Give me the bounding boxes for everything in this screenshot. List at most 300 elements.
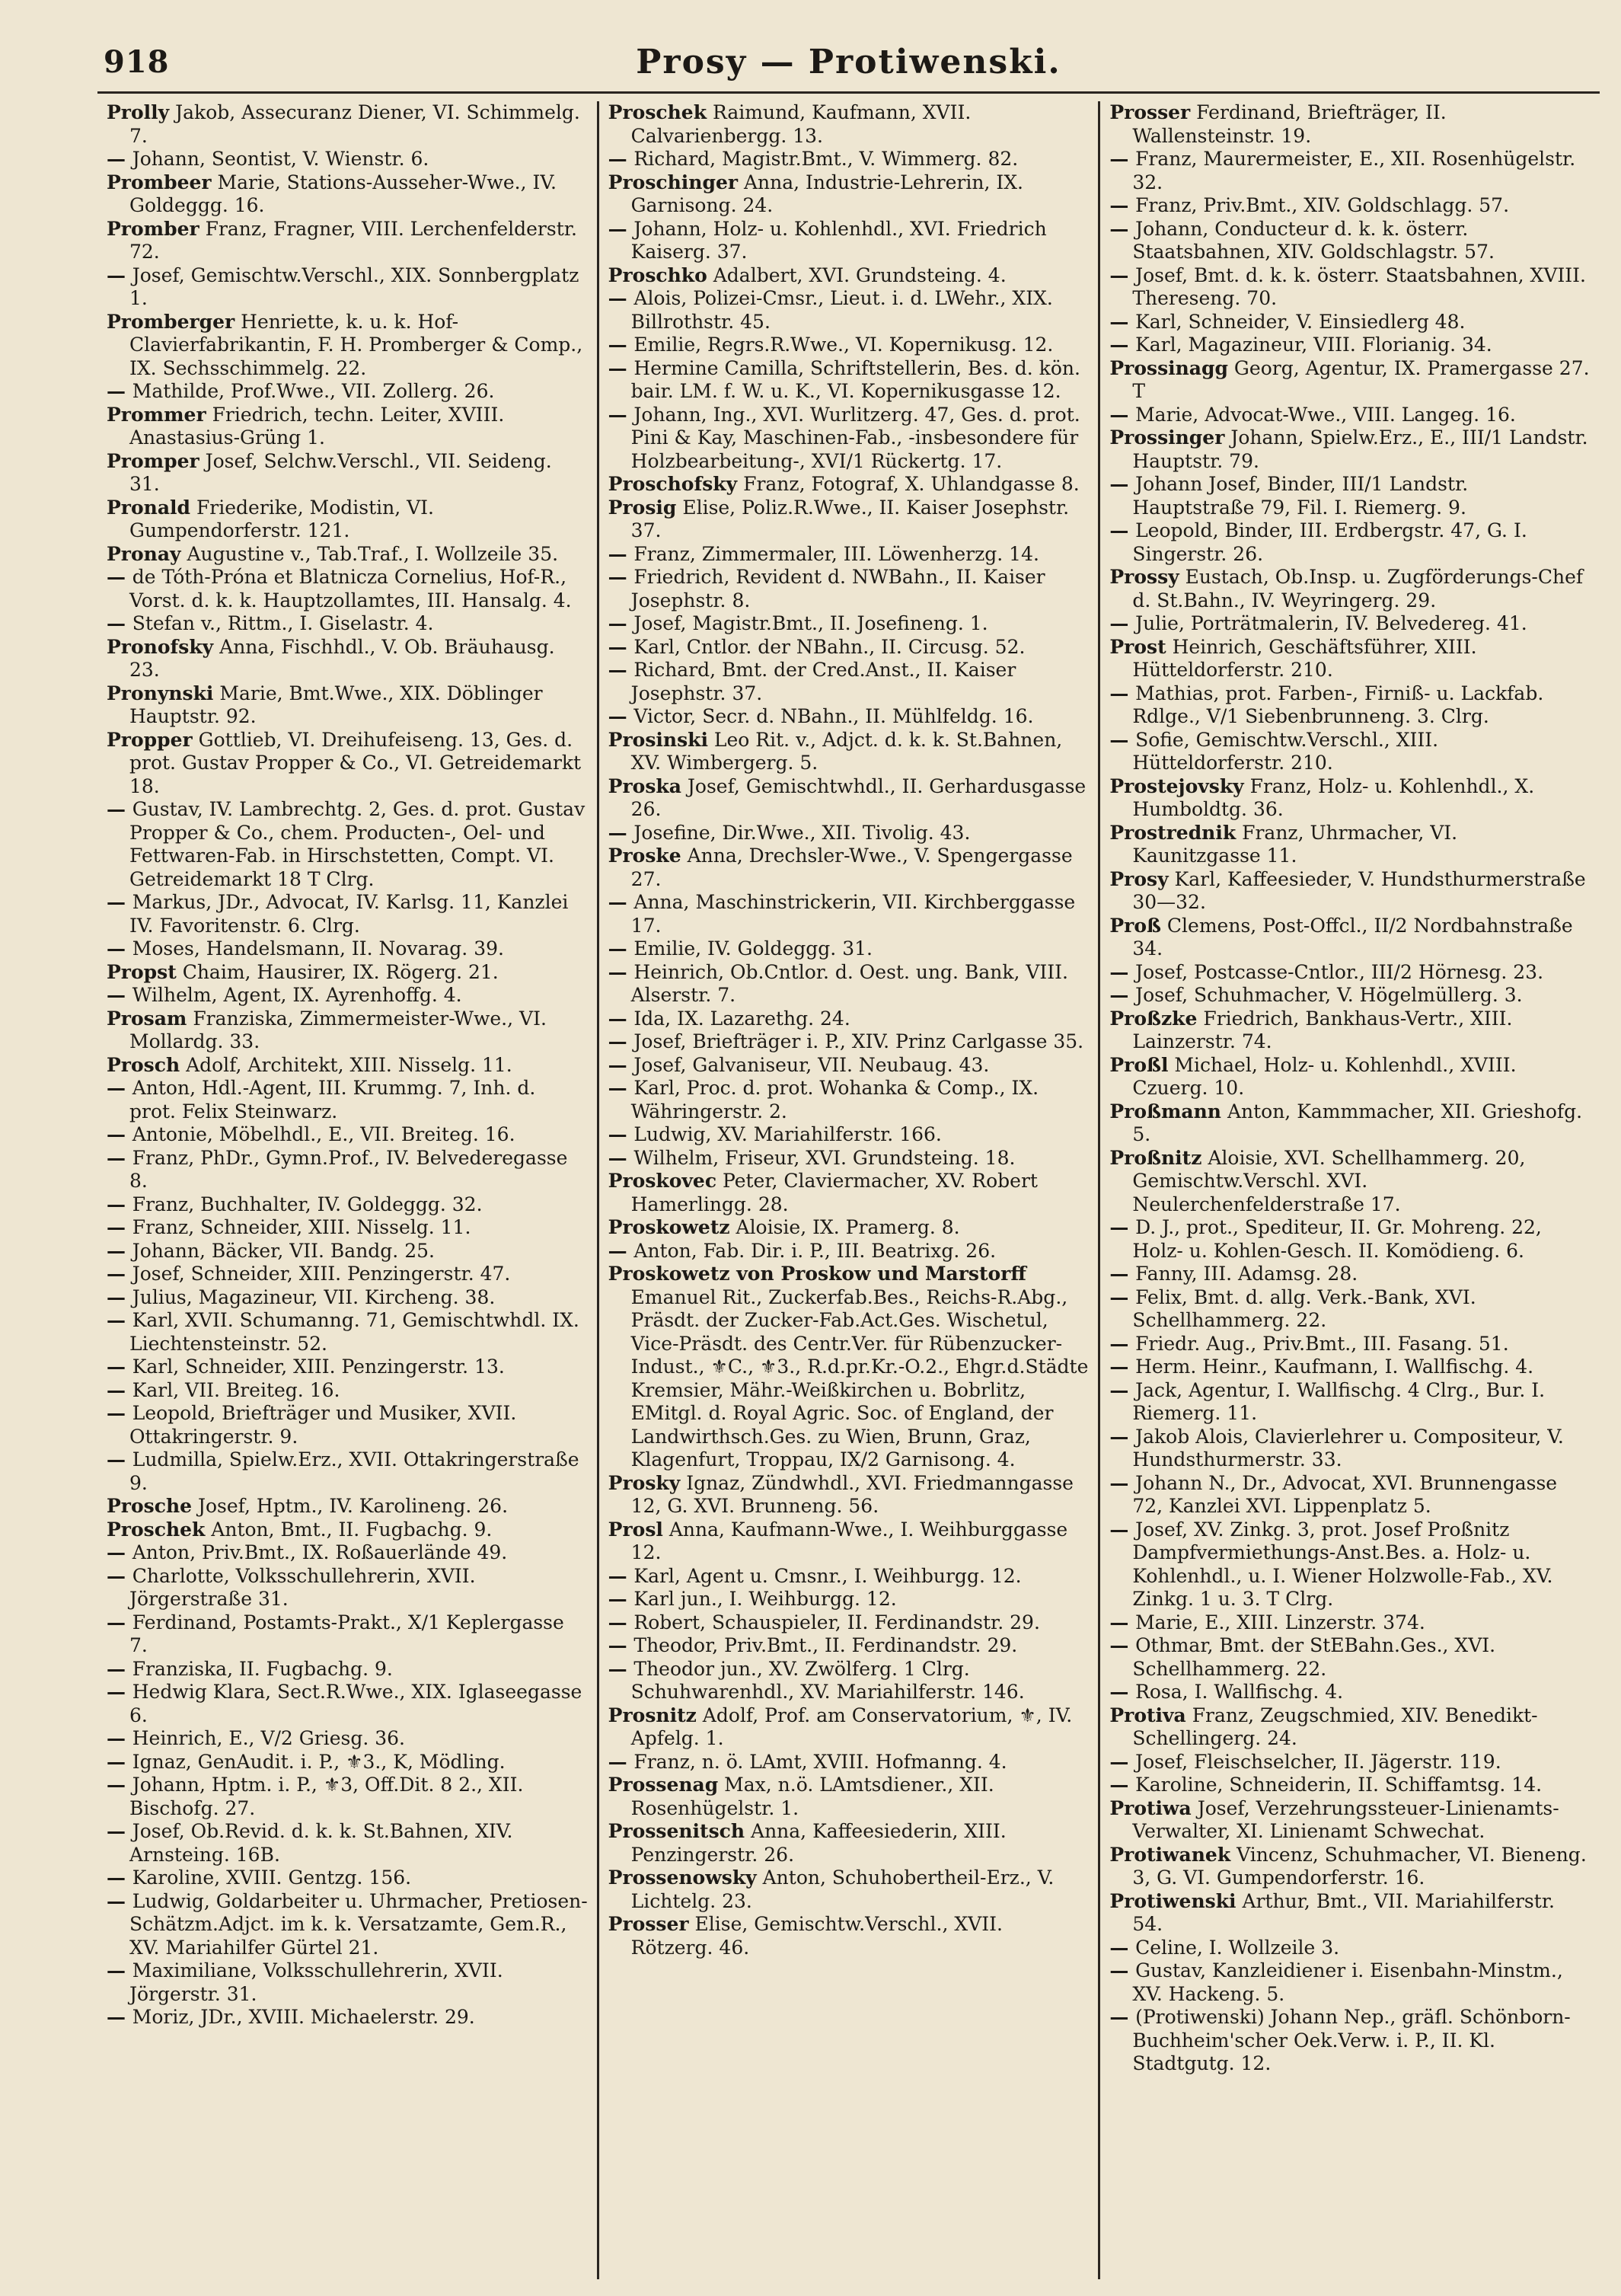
entry-name: Proske: [608, 845, 681, 867]
directory-entry: [608, 101, 1090, 148]
entry-name: —: [107, 1263, 132, 1285]
entry-name: Prossinger: [1109, 426, 1225, 449]
entry-name: Pronynski: [107, 682, 214, 704]
entry-name: —: [1109, 1634, 1136, 1656]
directory-entry: [107, 450, 588, 497]
entry-text: Friedrich, techn. Leiter, XVIII. Anastasius-Grüng 1.: [129, 403, 505, 449]
entry-name: Proskowetz von Proskow und Marstorff: [608, 1263, 1026, 1285]
directory-entry: [1109, 682, 1591, 729]
entry-text: Markus, JDr., Advocat, IV. Karlsg. 11, Kanzlei IV. Favoritenstr. 6. Clrg.: [129, 891, 569, 937]
entry-text: Franziska, II. Fugbachg. 9.: [132, 1657, 393, 1680]
entry-name: —: [608, 1077, 634, 1099]
entry-name: Proßnitz: [1109, 1146, 1202, 1169]
entry-name: —: [107, 1402, 132, 1424]
entry-name: Propper: [107, 728, 193, 751]
directory-entry: [608, 334, 1090, 357]
entry-name: —: [107, 1727, 132, 1749]
directory-entry: [107, 1820, 588, 1866]
entry-name: —: [1109, 2006, 1136, 2028]
directory-entry: [1109, 961, 1591, 985]
entry-name: Prosig: [608, 496, 677, 519]
entry-text: Leopold, Briefträger und Musiker, XVII. Ottakringerstr. 9.: [129, 1402, 517, 1448]
directory-entry: [608, 1170, 1090, 1216]
entry-name: —: [608, 1611, 634, 1633]
entry-name: —: [608, 705, 634, 727]
directory-entry: [608, 1518, 1090, 1565]
entry-text: Josef, XV. Zinkg. 3, prot. Josef Proßnitz Dampfvermiethungs-Anst.Bes. a. Holz- u. Kohlenhdl., u. I. Wiener Holzwolle-Fab., XV. Zinkg. 1 u. 3. T Clrg.: [1132, 1518, 1553, 1610]
entry-text: Josef, Galvaniseur, VII. Neubaug. 43.: [633, 1053, 990, 1076]
directory-entry: [1109, 1426, 1591, 1472]
entry-name: —: [107, 148, 132, 170]
directory-entry: [107, 729, 588, 799]
entry-name: Prossenitsch: [608, 1820, 745, 1842]
directory-entry: [107, 891, 588, 937]
entry-text: Max, n.ö. LAmtsdiener., XII. Rosenhügelstr. 1.: [630, 1774, 994, 1819]
directory-entry: [608, 729, 1090, 775]
directory-entry: [107, 1727, 588, 1751]
entry-text: Eustach, Ob.Insp. u. Zugförderungs-Chef d. St.Bahn., IV. Weyringerg. 29.: [1132, 566, 1584, 612]
entry-name: —: [107, 1285, 132, 1308]
entry-text: Theodor jun., XV. Zwölferg. 1 Clrg. Schuhwarenhdl., XV. Mariahilferstr. 146.: [630, 1657, 1025, 1703]
entry-name: —: [608, 1634, 634, 1656]
entry-name: —: [1109, 194, 1136, 216]
entry-name: —: [107, 380, 132, 402]
entry-name: —: [1109, 682, 1136, 704]
entry-name: —: [1109, 1378, 1136, 1401]
entry-text: Peter, Claviermacher, XV. Robert Hamerlingg. 28.: [630, 1170, 1038, 1215]
entry-name: —: [107, 1889, 132, 1912]
entry-name: Pronay: [107, 542, 181, 565]
entry-text: Jack, Agentur, I. Wallfischg. 4 Clrg., Bur. I. Riemerg. 11.: [1132, 1378, 1546, 1424]
entry-text: Jakob, Assecuranz Diener, VI. Schimmelg. 7.: [129, 101, 580, 147]
directory-entry: [107, 1890, 588, 1960]
entry-text: Leopold, Binder, III. Erdbergstr. 47, G. I. Singerstr. 26.: [1132, 519, 1527, 565]
entry-name: Proschofsky: [608, 473, 738, 495]
entry-name: —: [608, 635, 634, 658]
directory-entry: [1109, 1797, 1591, 1844]
entry-name: —: [1109, 1936, 1136, 1959]
directory-entry: [107, 566, 588, 612]
entry-text: Hermine Camilla, Schriftstellerin, Bes. d. kön. bair. LM. f. W. u. K., VI. Kopernikusgasse 12.: [630, 356, 1080, 402]
entry-name: Prosser: [1109, 101, 1191, 123]
directory-entry: [1109, 612, 1591, 636]
entry-text: Karl, VII. Breiteg. 16.: [132, 1378, 340, 1401]
entry-text: Emilie, Regrs.R.Wwe., VI. Kopernikusg. 12.: [633, 334, 1054, 356]
entry-name: —: [107, 1564, 132, 1587]
entry-name: Proska: [608, 774, 681, 797]
entry-name: —: [1109, 1216, 1136, 1238]
entry-text: Chaim, Hausirer, IX. Rögerg. 21.: [176, 960, 499, 983]
entry-name: —: [1109, 1750, 1136, 1773]
directory-entry: [608, 1077, 1090, 1123]
entry-text: Elise, Poliz.R.Wwe., II. Kaiser Josephstr. 37.: [630, 496, 1070, 541]
entry-text: Josef, Schneider, XIII. Penzingerstr. 47.: [132, 1263, 511, 1285]
entry-text: Karl, Agent u. Cmsnr., I. Weihburgg. 12.: [633, 1564, 1022, 1587]
entry-name: —: [1109, 403, 1136, 426]
entry-name: Prosky: [608, 1471, 681, 1494]
entry-name: Proskovec: [608, 1170, 717, 1192]
directory-entry: [1109, 264, 1591, 311]
entry-text: Marie, Stations-Ausseher-Wwe., IV. Goldeggg. 16.: [129, 171, 557, 216]
directory-entry: [107, 1611, 588, 1658]
entry-name: —: [1109, 984, 1136, 1006]
directory-entry: [1109, 148, 1591, 194]
entry-text: Maximiliane, Volksschullehrerin, XVII. Jörgerstr. 31.: [129, 1959, 503, 2005]
entry-text: Anna, Fischhdl., V. Ob. Bräuhausg. 23.: [129, 635, 555, 681]
entry-text: Franz, Uhrmacher, VI. Kaunitzgasse 11.: [1132, 821, 1458, 867]
entry-text: Mathilde, Prof.Wwe., VII. Zollerg. 26.: [132, 380, 495, 402]
entry-text: Karl, XVII. Schumanng. 71, Gemischtwhdl. IX. Liechtensteinstr. 52.: [129, 1309, 579, 1355]
entry-text: Richard, Magistr.Bmt., V. Wimmerg. 82.: [633, 148, 1019, 170]
directory-entry: [107, 148, 588, 171]
entry-text: Johann Josef, Binder, III/1 Landstr. Hauptstraße 79, Fil. I. Riemerg. 9.: [1132, 473, 1469, 519]
entry-text: Josef, Schuhmacher, V. Högelmüllerg. 3.: [1135, 984, 1523, 1006]
directory-entry: [608, 264, 1090, 288]
entry-text: Georg, Agentur, IX. Pramergasse 27. T: [1132, 356, 1590, 402]
directory-entry: [107, 1681, 588, 1727]
directory-entry: [608, 891, 1090, 937]
directory-entry: [608, 1030, 1090, 1054]
entry-text: Johann, Seontist, V. Wienstr. 6.: [132, 148, 429, 170]
directory-entry: [1109, 822, 1591, 868]
directory-entry: [107, 1751, 588, 1774]
directory-entry: [608, 1704, 1090, 1751]
entry-text: Rosa, I. Wallfischg. 4.: [1135, 1681, 1344, 1703]
entry-text: Josef, Ob.Revid. d. k. k. St.Bahnen, XIV. Arnsteing. 16B.: [129, 1820, 513, 1866]
directory-entry: [608, 543, 1090, 567]
entry-text: Franz, Holz- u. Kohlenhdl., X. Humboldtg. 36.: [1132, 774, 1535, 820]
directory-entry: [1109, 636, 1591, 682]
entry-text: Josef, Hptm., IV. Karolineng. 26.: [192, 1495, 509, 1517]
directory-entry: [107, 218, 588, 264]
directory-entry: [107, 636, 588, 682]
directory-entry: [1109, 729, 1591, 775]
entry-text: Johann, Hptm. i. P., ⚜3, Off.Dit. 8 2., XII. Bischofg. 27.: [129, 1774, 524, 1819]
entry-text: Franz, Maurermeister, E., XII. Rosenhügelstr. 32.: [1132, 148, 1576, 193]
entry-name: —: [608, 1239, 634, 1262]
entry-name: Prost: [1109, 635, 1166, 658]
entry-text: Josef, Magistr.Bmt., II. Josefineng. 1.: [633, 612, 988, 634]
directory-entry: [608, 961, 1090, 1007]
entry-name: Protiwenski: [1109, 1889, 1236, 1912]
entry-text: Anna, Kaffeesiederin, XIII. Penzingerstr. 26.: [630, 1820, 1007, 1866]
directory-entry: [1109, 334, 1591, 357]
entry-text: Karl, Proc. d. prot. Wohanka & Comp., IX. Währingerstr. 2.: [630, 1077, 1039, 1122]
entry-name: Prostrednik: [1109, 821, 1236, 844]
entry-name: —: [107, 937, 132, 960]
directory-entry: [608, 497, 1090, 543]
entry-name: —: [107, 1959, 132, 1981]
directory-entry: [107, 264, 588, 311]
entry-text: Johann N., Dr., Advocat, XVI. Brunnengasse 72, Kanzlei XVI. Lippenplatz 5.: [1132, 1471, 1558, 1517]
entry-name: Prossy: [1109, 566, 1179, 588]
entry-name: —: [1109, 1518, 1136, 1541]
directory-entry: [1109, 357, 1591, 404]
entry-name: —: [608, 334, 634, 356]
entry-name: —: [608, 960, 634, 983]
entry-text: Raimund, Kaufmann, XVII. Calvarienbergg. 13.: [630, 101, 972, 147]
directory-entry: [608, 612, 1090, 636]
entry-text: Karl, Cntlor. der NBahn., II. Circusg. 52.: [633, 635, 1026, 658]
entry-text: Aloisie, IX. Pramerg. 8.: [729, 1216, 960, 1238]
directory-entry: [107, 1123, 588, 1147]
entry-name: —: [608, 937, 634, 960]
entry-name: Prosl: [608, 1518, 663, 1541]
directory-entry: [1109, 1286, 1591, 1333]
entry-text: Johann, Conducteur d. k. k. österr. Staatsbahnen, XIV. Goldschlagstr. 57.: [1132, 217, 1495, 263]
entry-name: —: [1109, 1681, 1136, 1703]
entry-name: —: [1109, 612, 1136, 634]
entry-name: —: [608, 891, 634, 913]
directory-entry: [107, 1402, 588, 1448]
directory-entry: [608, 1123, 1090, 1147]
entry-text: Ludwig, Goldarbeiter u. Uhrmacher, Pretiosen-Schätzm.Adjct. im k. k. Versatzamte, Gem.R., XV. Mariahilfer Gürtel 21.: [129, 1889, 588, 1959]
entry-text: Anton, Priv.Bmt., IX. Roßauerlände 49.: [132, 1541, 508, 1563]
directory-entry: [107, 1077, 588, 1123]
entry-text: Celine, I. Wollzeile 3.: [1135, 1936, 1340, 1959]
entry-text: Robert, Schauspieler, II. Ferdinandstr. 29.: [633, 1611, 1040, 1633]
entry-name: Prosy: [1109, 867, 1169, 890]
entry-text: Michael, Holz- u. Kohlenhdl., XVIII. Czuerg. 10.: [1132, 1053, 1517, 1099]
entry-text: Anton, Bmt., II. Fugbachg. 9.: [205, 1518, 493, 1541]
entry-name: Pronofsky: [107, 635, 214, 658]
directory-entry: [107, 1147, 588, 1193]
entry-text: Theodor, Priv.Bmt., II. Ferdinandstr. 29.: [633, 1634, 1018, 1656]
directory-entry: [107, 380, 588, 404]
entry-name: —: [107, 1146, 132, 1169]
directory-entry: [107, 101, 588, 148]
entry-text: Alois, Polizei-Cmsr., Lieut. i. d. LWehr., XIX. Billrothstr. 45.: [630, 287, 1053, 333]
directory-entry: [107, 612, 588, 636]
columns-container: [97, 101, 1600, 2279]
entry-name: —: [107, 1611, 132, 1633]
entry-name: —: [107, 798, 132, 820]
directory-entry: [1109, 1518, 1591, 1611]
directory-entry: [107, 311, 588, 381]
entry-text: Anna, Drechsler-Wwe., V. Spengergasse 27.: [630, 845, 1073, 890]
entry-text: Richard, Bmt. der Cred.Anst., II. Kaiser Josephstr. 37.: [630, 659, 1016, 704]
entry-name: —: [107, 1356, 132, 1378]
directory-entry: [1109, 1634, 1591, 1681]
entry-text: Sofie, Gemischtw.Verschl., XIII. Hütteldorferstr. 210.: [1132, 728, 1439, 774]
directory-entry: [107, 1448, 588, 1495]
entry-name: —: [107, 1541, 132, 1563]
column-1: [97, 101, 599, 2279]
directory-entry: [1109, 1751, 1591, 1774]
directory-entry: [1109, 1472, 1591, 1518]
directory-entry: [1109, 1356, 1591, 1379]
entry-text: Ludwig, XV. Mariahilferstr. 166.: [633, 1123, 942, 1145]
directory-entry: [608, 1147, 1090, 1170]
directory-entry: [107, 1193, 588, 1217]
directory-entry: [1109, 2006, 1591, 2076]
entry-text: Heinrich, Geschäftsführer, XIII. Hütteldorferstr. 210.: [1132, 635, 1477, 681]
entry-text: Friedrich, Bankhaus-Vertr., XIII. Lainzerstr. 74.: [1132, 1007, 1513, 1052]
directory-entry: [608, 148, 1090, 171]
entry-text: Wilhelm, Friseur, XVI. Grundsteing. 18.: [633, 1146, 1016, 1169]
entry-name: —: [107, 1774, 132, 1796]
directory-entry: [608, 1774, 1090, 1820]
entry-name: —: [608, 1123, 634, 1145]
entry-text: Franz, Buchhalter, IV. Goldeggg. 32.: [132, 1193, 483, 1215]
directory-entry: [107, 1541, 588, 1565]
entry-text: Marie, Bmt.Wwe., XIX. Döblinger Hauptstr. 92.: [129, 682, 543, 727]
directory-entry: [608, 822, 1090, 845]
directory-entry: [107, 1565, 588, 1611]
directory-entry: [1109, 519, 1591, 566]
directory-entry: [107, 1495, 588, 1518]
entry-text: Franz, Schneider, XIII. Nisselg. 11.: [132, 1216, 471, 1238]
entry-text: Josef, Verzehrungssteuer-Linienamts-Verwalter, XI. Linienamt Schwechat.: [1132, 1796, 1559, 1842]
entry-name: Proschek: [107, 1518, 206, 1541]
directory-entry: [107, 682, 588, 729]
entry-name: —: [107, 1193, 132, 1215]
entry-name: —: [1109, 1263, 1136, 1285]
entry-text: Heinrich, E., V/2 Griesg. 36.: [132, 1727, 405, 1749]
entry-text: Mathias, prot. Farben-, Firniß- u. Lackfab. Rdlge., V/1 Siebenbrunneng. 3. Clrg.: [1132, 682, 1544, 727]
entry-name: —: [1109, 1471, 1136, 1494]
entry-text: Elise, Gemischtw.Verschl., XVII. Rötzerg. 46.: [630, 1913, 1003, 1959]
entry-text: Johann, Ing., XVI. Wurlitzerg. 47, Ges. d. prot. Pini & Kay, Maschinen-Fab., -insbesondere für Holzbearbeitung-, XVI/1 Rückertg. 17.: [630, 403, 1080, 472]
entry-text: Anton, Schuhobertheil-Erz., V. Lichtelg. 23.: [630, 1866, 1055, 1912]
entry-name: Prostejovsky: [1109, 774, 1244, 797]
entry-text: Anton, Fab. Dir. i. P., III. Beatrixg. 26.: [633, 1239, 997, 1262]
entry-name: Protiva: [1109, 1704, 1186, 1726]
directory-entry: [608, 404, 1090, 474]
directory-entry: [1109, 1704, 1591, 1751]
entry-text: Josef, Gemischtw.Verschl., XIX. Sonnbergplatz 1.: [129, 263, 579, 309]
entry-text: Aloisie, XVI. Schellhammerg. 20, Gemischtw.Verschl. XVI. Neulerchenfelderstraße 17.: [1132, 1146, 1526, 1215]
directory-entry: [1109, 915, 1591, 961]
entry-text: Anton, Hdl.-Agent, III. Krummg. 7, Inh. d. prot. Felix Steinwarz.: [129, 1077, 536, 1122]
directory-entry: [608, 1634, 1090, 1658]
entry-name: —: [107, 984, 132, 1006]
entry-text: Adolf, Architekt, XIII. Nisselg. 11.: [180, 1053, 512, 1076]
entry-text: Anton, Kammmacher, XII. Grieshofg. 5.: [1132, 1100, 1583, 1145]
entry-name: Prosche: [107, 1495, 193, 1517]
directory-entry: [107, 1263, 588, 1286]
entry-name: —: [107, 1077, 132, 1099]
entry-text: Johann, Spielw.Erz., E., III/1 Landstr. Hauptstr. 79.: [1132, 426, 1588, 472]
directory-entry: [107, 497, 588, 543]
entry-text: Karoline, Schneiderin, II. Schiffamtsg. 14.: [1135, 1774, 1543, 1796]
entry-text: (Protiwenski) Johann Nep., gräfl. Schönborn-Buchheim'scher Oek.Verw. i. P., II. Kl. Stadtgutg. 12.: [1132, 2006, 1571, 2074]
directory-entry: [107, 1309, 588, 1356]
entry-name: —: [107, 1681, 132, 1703]
entry-name: —: [608, 287, 634, 309]
directory-entry: [107, 1356, 588, 1379]
entry-text: Felix, Bmt. d. allg. Verk.-Bank, XVI. Schellhammerg. 22.: [1132, 1285, 1476, 1331]
entry-name: Proskowetz: [608, 1216, 730, 1238]
entry-text: Gustav, IV. Lambrechtg. 2, Ges. d. prot. Gustav Propper & Co., chem. Producten-, Oel- und Fettwaren-Fab. in Hirschstetten, Compt. VI. Getreidemarkt 18 T Clrg.: [129, 798, 586, 890]
entry-text: Jakob Alois, Clavierlehrer u. Compositeur, V. Hundsthurmerstr. 33.: [1132, 1425, 1564, 1471]
directory-entry: [107, 961, 588, 985]
entry-name: —: [107, 1123, 132, 1145]
entry-text: Franz, Zimmermaler, III. Löwenherzg. 14.: [633, 542, 1039, 565]
directory-entry: [1109, 1007, 1591, 1054]
entry-name: —: [608, 403, 634, 426]
entry-name: —: [1109, 263, 1136, 286]
entry-name: Prossenowsky: [608, 1866, 757, 1889]
entry-name: Proßmann: [1109, 1100, 1221, 1122]
entry-text: D. J., prot., Spediteur, II. Gr. Mohreng. 22, Holz- u. Kohlen-Gesch. II. Komödieng. 6.: [1132, 1216, 1542, 1262]
entry-name: Proßl: [1109, 1053, 1169, 1076]
entry-name: Prosam: [107, 1007, 187, 1030]
entry-name: —: [107, 1820, 132, 1842]
entry-text: Karl, Magazineur, VIII. Florianig. 34.: [1135, 334, 1492, 356]
entry-name: —: [608, 1588, 634, 1610]
entry-text: Arthur, Bmt., VII. Mariahilferstr. 54.: [1132, 1889, 1555, 1935]
entry-text: de Tóth-Próna et Blatnicza Cornelius, Hof-R., Vorst. d. k. k. Hauptzollamtes, III. Hansalg. 4.: [129, 566, 572, 612]
entry-name: —: [1109, 1285, 1136, 1308]
entry-text: Antonie, Möbelhdl., E., VII. Breiteg. 16.: [132, 1123, 515, 1145]
directory-entry: [107, 1959, 588, 2006]
directory-entry: [1109, 984, 1591, 1007]
entry-name: —: [107, 1216, 132, 1238]
entry-name: —: [107, 1239, 132, 1262]
entry-text: Charlotte, Volksschullehrerin, XVII. Jörgerstraße 31.: [129, 1564, 476, 1610]
directory-entry: [1109, 1379, 1591, 1426]
entry-name: —: [1109, 148, 1136, 170]
entry-text: Marie, Advocat-Wwe., VIII. Langeg. 16.: [1135, 403, 1516, 426]
directory-entry: [1109, 868, 1591, 915]
directory-entry: [608, 287, 1090, 334]
entry-name: —: [107, 1750, 132, 1773]
entry-name: —: [608, 1564, 634, 1587]
entry-text: Ferdinand, Briefträger, II. Wallensteinstr. 19.: [1132, 101, 1447, 147]
entry-name: —: [608, 1007, 634, 1030]
directory-entry: [608, 1565, 1090, 1589]
directory-entry: [608, 659, 1090, 705]
entry-text: Adalbert, XVI. Grundsteing. 4.: [707, 263, 1007, 286]
directory-entry: [1109, 473, 1591, 519]
directory-entry: [1109, 426, 1591, 473]
entry-name: Proschko: [608, 263, 707, 286]
directory-entry: [107, 1774, 588, 1820]
directory-entry: [1109, 1774, 1591, 1797]
entry-text: Franz, PhDr., Gymn.Prof., IV. Belvederegasse 8.: [129, 1146, 568, 1192]
entry-text: Josef, Fleischselcher, II. Jägerstr. 119.: [1135, 1750, 1501, 1773]
entry-text: Anna, Maschinstrickerin, VII. Kirchberggasse 17.: [630, 891, 1076, 937]
entry-text: Anna, Industrie-Lehrerin, IX. Garnisong. 24.: [630, 171, 1023, 216]
directory-entry: [1109, 194, 1591, 218]
entry-text: Moses, Handelsmann, II. Novarag. 39.: [132, 937, 504, 960]
entry-name: —: [107, 612, 132, 634]
directory-entry: [608, 1472, 1090, 1518]
directory-entry: [608, 1611, 1090, 1635]
entry-name: —: [608, 1146, 634, 1169]
entry-text: Karl, Kaffeesieder, V. Hundsthurmerstraße 30—32.: [1132, 867, 1586, 913]
entry-name: —: [608, 148, 634, 170]
directory-entry: [608, 636, 1090, 659]
directory-entry: [107, 1379, 588, 1403]
entry-text: Franziska, Zimmermeister-Wwe., VI. Mollardg. 33.: [129, 1007, 547, 1052]
entry-name: —: [107, 1657, 132, 1680]
entry-text: Heinrich, Ob.Cntlor. d. Oest. ung. Bank, VIII. Alserstr. 7.: [630, 960, 1068, 1006]
entry-text: Anna, Kaufmann-Wwe., I. Weihburggasse 12.: [630, 1518, 1068, 1563]
entry-text: Johann, Holz- u. Kohlenhdl., XVI. Friedrich Kaiserg. 37.: [630, 217, 1047, 263]
directory-entry: [1109, 1844, 1591, 1890]
directory-entry: [1109, 775, 1591, 822]
directory-entry: [107, 798, 588, 891]
entry-name: —: [1109, 1332, 1136, 1355]
directory-entry: [1109, 1216, 1591, 1263]
directory-entry: [1109, 1147, 1591, 1217]
directory-entry: [107, 2006, 588, 2029]
directory-entry: [107, 1007, 588, 1054]
directory-entry: [608, 1240, 1090, 1263]
directory-entry: [1109, 1054, 1591, 1100]
